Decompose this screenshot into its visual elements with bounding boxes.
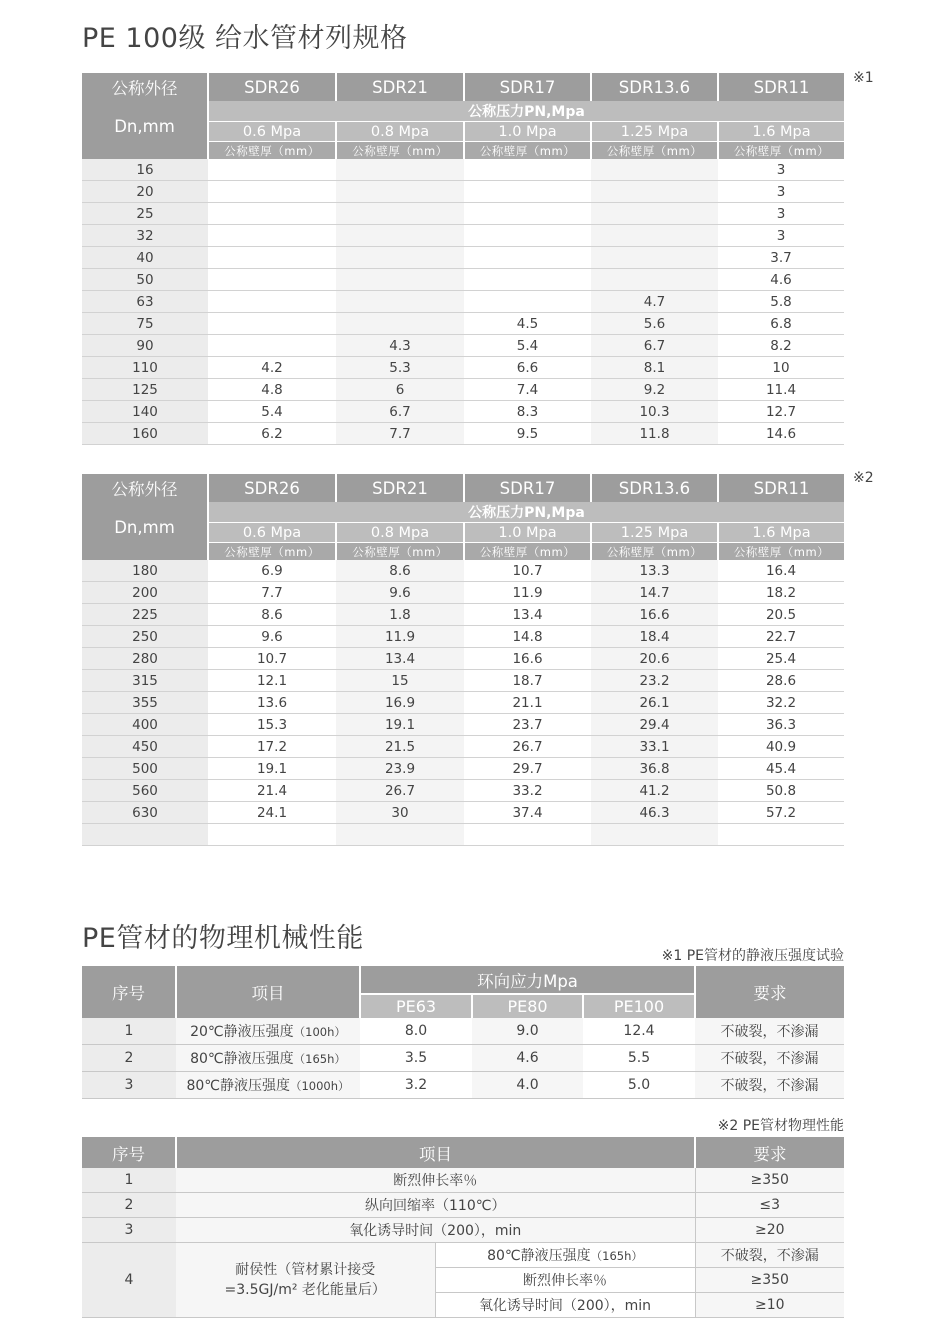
table-row (82, 1168, 844, 1193)
cell-wall-thickness: 18.2 (718, 582, 844, 604)
header-mpa: 0.6 Mpa (208, 122, 336, 142)
cell-dn: 560 (82, 780, 208, 802)
cell-wall-thickness (208, 824, 336, 846)
table-row (82, 269, 844, 291)
cell-wall-thickness: 7.4 (464, 379, 591, 401)
cell-wall-thickness: 19.1 (336, 714, 464, 736)
table-row (82, 203, 844, 225)
cell-dn: 280 (82, 648, 208, 670)
table-row (82, 1243, 844, 1268)
cell-wall-thickness: 6.9 (208, 560, 336, 582)
cell-wall-thickness: 6 (336, 379, 464, 401)
table-row (82, 1018, 844, 1045)
cell-wall-thickness: 41.2 (591, 780, 718, 802)
cell-pe100: 5.5 (583, 1045, 695, 1072)
cell-wall-thickness: 6.7 (336, 401, 464, 423)
page-title-properties: PE管材的物理机械性能 (82, 923, 364, 954)
cell-dn: 315 (82, 670, 208, 692)
cell-dn: 250 (82, 626, 208, 648)
cell-wall-thickness: 8.3 (464, 401, 591, 423)
row-item: 氧化诱导时间（200），min (176, 1218, 695, 1243)
cell-wall-thickness: 18.7 (464, 670, 591, 692)
table-row (82, 159, 844, 181)
cell-wall-thickness: 15.3 (208, 714, 336, 736)
cell-wall-thickness: 5.6 (591, 313, 718, 335)
cell-wall-thickness: 10.7 (464, 560, 591, 582)
cell-wall-thickness: 3 (718, 159, 844, 181)
header-wall-thickness: 公称壁厚（mm） (336, 142, 464, 160)
cell-wall-thickness: 3.7 (718, 247, 844, 269)
cell-wall-thickness (336, 313, 464, 335)
cell-dn: 400 (82, 714, 208, 736)
cell-pe63: 3.2 (360, 1072, 472, 1099)
header-no: 序号 (82, 966, 176, 1018)
cell-wall-thickness: 7.7 (336, 423, 464, 445)
cell-dn: 50 (82, 269, 208, 291)
header-mpa: 1.0 Mpa (464, 523, 591, 543)
row-item (176, 1072, 360, 1099)
header-nominal-od: 公称外径 (82, 73, 208, 101)
cell-wall-thickness (208, 335, 336, 357)
header-sdr26: SDR26 (208, 474, 336, 502)
table-row (82, 1193, 844, 1218)
table-row (82, 1072, 844, 1099)
sub-item (435, 1243, 695, 1268)
cell-wall-thickness: 6.2 (208, 423, 336, 445)
cell-wall-thickness: 8.2 (718, 335, 844, 357)
cell-wall-thickness: 3 (718, 181, 844, 203)
cell-wall-thickness: 25.4 (718, 648, 844, 670)
cell-wall-thickness: 26.1 (591, 692, 718, 714)
cell-wall-thickness (464, 203, 591, 225)
row-no: 3 (82, 1072, 176, 1099)
cell-wall-thickness: 33.1 (591, 736, 718, 758)
header-dn-mm: Dn,mm (82, 101, 208, 159)
header-requirement: 要求 (695, 1137, 844, 1168)
cell-wall-thickness: 11.9 (464, 582, 591, 604)
cell-wall-thickness: 4.7 (591, 291, 718, 313)
cell-dn: 110 (82, 357, 208, 379)
header-pe100: PE100 (583, 994, 695, 1018)
cell-wall-thickness: 18.4 (591, 626, 718, 648)
cell-wall-thickness: 9.5 (464, 423, 591, 445)
row-item-weathering (176, 1243, 435, 1318)
cell-wall-thickness (591, 269, 718, 291)
cell-requirement: ≥350 (695, 1268, 844, 1293)
table-row (82, 780, 844, 802)
cell-pe63: 3.5 (360, 1045, 472, 1072)
header-pn-label: 公称压力PN,Mpa (208, 101, 844, 122)
cell-dn: 32 (82, 225, 208, 247)
cell-wall-thickness (336, 291, 464, 313)
header-sdr13-6: SDR13.6 (591, 474, 718, 502)
cell-wall-thickness: 14.6 (718, 423, 844, 445)
header-wall-thickness: 公称壁厚（mm） (591, 543, 718, 561)
table-row (82, 670, 844, 692)
cell-dn: 140 (82, 401, 208, 423)
cell-wall-thickness: 23.2 (591, 670, 718, 692)
header-sdr13-6: SDR13.6 (591, 73, 718, 101)
header-wall-thickness: 公称壁厚（mm） (718, 543, 844, 561)
cell-wall-thickness (591, 159, 718, 181)
table-row (82, 560, 844, 582)
cell-wall-thickness: 16.9 (336, 692, 464, 714)
cell-dn (82, 824, 208, 846)
cell-wall-thickness: 40.9 (718, 736, 844, 758)
table-row (82, 824, 844, 846)
cell-wall-thickness (464, 159, 591, 181)
table-row (82, 802, 844, 824)
header-mpa: 0.8 Mpa (336, 122, 464, 142)
table-row (82, 626, 844, 648)
cell-wall-thickness: 28.6 (718, 670, 844, 692)
cell-wall-thickness (336, 181, 464, 203)
cell-wall-thickness (464, 291, 591, 313)
cell-wall-thickness: 4.5 (464, 313, 591, 335)
note-hydrostatic: ※1 PE管材的静液压强度试验 (661, 948, 844, 964)
cell-dn: 355 (82, 692, 208, 714)
cell-wall-thickness (336, 225, 464, 247)
table-row (82, 313, 844, 335)
cell-wall-thickness: 22.7 (718, 626, 844, 648)
cell-pe80: 4.0 (472, 1072, 583, 1099)
cell-wall-thickness: 16.6 (464, 648, 591, 670)
cell-dn: 90 (82, 335, 208, 357)
cell-wall-thickness: 5.3 (336, 357, 464, 379)
cell-wall-thickness (208, 291, 336, 313)
spec-table-2 (82, 474, 844, 846)
table-row (82, 604, 844, 626)
table-row (82, 582, 844, 604)
cell-wall-thickness: 4.8 (208, 379, 336, 401)
cell-wall-thickness: 23.7 (464, 714, 591, 736)
item-label: 80℃静液压强度 (487, 1248, 591, 1264)
header-mpa: 1.6 Mpa (718, 523, 844, 543)
header-wall-thickness: 公称壁厚（mm） (591, 142, 718, 160)
row-item (176, 1045, 360, 1072)
cell-wall-thickness: 3 (718, 225, 844, 247)
note-physical: ※2 PE管材物理性能 (717, 1118, 844, 1134)
header-requirement: 要求 (695, 966, 844, 1018)
cell-wall-thickness: 12.1 (208, 670, 336, 692)
table1-mark: ※1 (853, 70, 874, 86)
cell-pe100: 5.0 (583, 1072, 695, 1099)
header-pn-label: 公称压力PN,Mpa (208, 502, 844, 523)
table-row (82, 692, 844, 714)
cell-wall-thickness (591, 824, 718, 846)
cell-requirement: ≥350 (695, 1168, 844, 1193)
cell-wall-thickness (336, 203, 464, 225)
cell-wall-thickness: 29.7 (464, 758, 591, 780)
item-duration: （165h） (293, 1052, 346, 1066)
cell-wall-thickness (336, 159, 464, 181)
cell-wall-thickness: 1.8 (336, 604, 464, 626)
cell-wall-thickness: 36.3 (718, 714, 844, 736)
cell-wall-thickness (208, 203, 336, 225)
cell-wall-thickness: 13.4 (464, 604, 591, 626)
cell-wall-thickness: 8.1 (591, 357, 718, 379)
header-dn-mm: Dn,mm (82, 502, 208, 560)
cell-wall-thickness: 33.2 (464, 780, 591, 802)
cell-requirement: 不破裂，不渗漏 (695, 1018, 844, 1045)
table2-mark: ※2 (853, 470, 874, 486)
cell-wall-thickness (591, 203, 718, 225)
cell-wall-thickness: 20.6 (591, 648, 718, 670)
cell-dn: 630 (82, 802, 208, 824)
cell-wall-thickness: 21.5 (336, 736, 464, 758)
cell-dn: 75 (82, 313, 208, 335)
cell-wall-thickness: 45.4 (718, 758, 844, 780)
cell-dn: 40 (82, 247, 208, 269)
header-sdr11: SDR11 (718, 73, 844, 101)
cell-dn: 180 (82, 560, 208, 582)
cell-requirement: 不破裂，不渗漏 (695, 1243, 844, 1268)
sub-item: 氧化诱导时间（200），min (435, 1293, 695, 1318)
cell-pe100: 12.4 (583, 1018, 695, 1045)
cell-wall-thickness: 6.8 (718, 313, 844, 335)
cell-wall-thickness: 6.6 (464, 357, 591, 379)
item-duration: （165h） (590, 1249, 643, 1263)
table-row (82, 401, 844, 423)
cell-wall-thickness (591, 247, 718, 269)
cell-dn: 200 (82, 582, 208, 604)
cell-wall-thickness: 15 (336, 670, 464, 692)
cell-wall-thickness: 50.8 (718, 780, 844, 802)
cell-wall-thickness: 9.6 (336, 582, 464, 604)
cell-wall-thickness (464, 225, 591, 247)
table-row (82, 225, 844, 247)
header-wall-thickness: 公称壁厚（mm） (718, 142, 844, 160)
item-label: 20℃静液压强度 (190, 1024, 294, 1040)
row-no: 1 (82, 1168, 176, 1193)
cell-dn: 225 (82, 604, 208, 626)
cell-wall-thickness: 11.8 (591, 423, 718, 445)
row-item (176, 1018, 360, 1045)
row-no: 2 (82, 1193, 176, 1218)
table-row (82, 379, 844, 401)
cell-wall-thickness (336, 824, 464, 846)
cell-wall-thickness: 37.4 (464, 802, 591, 824)
table-row (82, 758, 844, 780)
cell-requirement: 不破裂，不渗漏 (695, 1072, 844, 1099)
cell-wall-thickness: 29.4 (591, 714, 718, 736)
sub-item: 断烈伸长率％ (435, 1268, 695, 1293)
cell-wall-thickness: 20.5 (718, 604, 844, 626)
cell-dn: 16 (82, 159, 208, 181)
item-duration: （1000h） (289, 1079, 350, 1093)
cell-wall-thickness: 9.6 (208, 626, 336, 648)
cell-dn: 160 (82, 423, 208, 445)
cell-wall-thickness: 11.4 (718, 379, 844, 401)
weathering-line2: =3.5GJ/m² 老化能量后） (224, 1282, 386, 1298)
cell-dn: 25 (82, 203, 208, 225)
cell-wall-thickness: 9.2 (591, 379, 718, 401)
cell-wall-thickness: 10 (718, 357, 844, 379)
cell-wall-thickness: 26.7 (464, 736, 591, 758)
cell-wall-thickness: 32.2 (718, 692, 844, 714)
cell-wall-thickness (208, 181, 336, 203)
physical-table (82, 1137, 844, 1318)
cell-wall-thickness: 13.4 (336, 648, 464, 670)
cell-wall-thickness: 17.2 (208, 736, 336, 758)
header-no: 序号 (82, 1137, 176, 1168)
cell-requirement: ≥20 (695, 1218, 844, 1243)
header-wall-thickness: 公称壁厚（mm） (464, 543, 591, 561)
cell-wall-thickness: 4.6 (718, 269, 844, 291)
cell-wall-thickness: 19.1 (208, 758, 336, 780)
header-mpa: 0.8 Mpa (336, 523, 464, 543)
row-item: 纵向回缩率（110℃） (176, 1193, 695, 1218)
table-row (82, 335, 844, 357)
cell-dn: 63 (82, 291, 208, 313)
cell-wall-thickness: 6.7 (591, 335, 718, 357)
cell-requirement: ≥10 (695, 1293, 844, 1318)
cell-wall-thickness: 10.7 (208, 648, 336, 670)
cell-wall-thickness: 21.1 (464, 692, 591, 714)
cell-wall-thickness: 4.2 (208, 357, 336, 379)
table-row (82, 1045, 844, 1072)
page-title-spec: PE 100级 给水管材列规格 (82, 23, 408, 54)
weathering-line1: 耐侯性（管材累计接受 (235, 1262, 376, 1278)
table-row (82, 714, 844, 736)
cell-wall-thickness: 21.4 (208, 780, 336, 802)
header-item: 项目 (176, 1137, 695, 1168)
header-sdr17: SDR17 (464, 73, 591, 101)
cell-dn: 20 (82, 181, 208, 203)
header-pe80: PE80 (472, 994, 583, 1018)
cell-wall-thickness (718, 824, 844, 846)
row-no: 4 (82, 1243, 176, 1318)
cell-wall-thickness: 12.7 (718, 401, 844, 423)
header-mpa: 0.6 Mpa (208, 523, 336, 543)
cell-wall-thickness (464, 824, 591, 846)
cell-wall-thickness: 13.6 (208, 692, 336, 714)
cell-wall-thickness: 14.8 (464, 626, 591, 648)
cell-requirement: ≤3 (695, 1193, 844, 1218)
row-no: 1 (82, 1018, 176, 1045)
cell-wall-thickness (208, 313, 336, 335)
cell-wall-thickness (208, 247, 336, 269)
cell-wall-thickness: 14.7 (591, 582, 718, 604)
cell-requirement: 不破裂，不渗漏 (695, 1045, 844, 1072)
cell-wall-thickness: 13.3 (591, 560, 718, 582)
item-duration: （100h） (293, 1025, 346, 1039)
header-pe63: PE63 (360, 994, 472, 1018)
cell-dn: 125 (82, 379, 208, 401)
header-wall-thickness: 公称壁厚（mm） (336, 543, 464, 561)
header-mpa: 1.0 Mpa (464, 122, 591, 142)
cell-wall-thickness: 16.4 (718, 560, 844, 582)
cell-wall-thickness: 7.7 (208, 582, 336, 604)
header-sdr26: SDR26 (208, 73, 336, 101)
cell-wall-thickness: 5.4 (208, 401, 336, 423)
header-mpa: 1.25 Mpa (591, 122, 718, 142)
cell-wall-thickness: 36.8 (591, 758, 718, 780)
row-no: 3 (82, 1218, 176, 1243)
cell-wall-thickness: 8.6 (208, 604, 336, 626)
cell-wall-thickness (464, 181, 591, 203)
cell-wall-thickness: 26.7 (336, 780, 464, 802)
cell-wall-thickness: 5.8 (718, 291, 844, 313)
cell-wall-thickness: 4.3 (336, 335, 464, 357)
cell-wall-thickness: 11.9 (336, 626, 464, 648)
cell-dn: 500 (82, 758, 208, 780)
row-no: 2 (82, 1045, 176, 1072)
cell-wall-thickness: 46.3 (591, 802, 718, 824)
header-nominal-od: 公称外径 (82, 474, 208, 502)
cell-wall-thickness (336, 247, 464, 269)
cell-dn: 450 (82, 736, 208, 758)
header-wall-thickness: 公称壁厚（mm） (208, 543, 336, 561)
header-sdr21: SDR21 (336, 73, 464, 101)
cell-wall-thickness: 3 (718, 203, 844, 225)
cell-wall-thickness: 24.1 (208, 802, 336, 824)
cell-wall-thickness: 5.4 (464, 335, 591, 357)
header-wall-thickness: 公称壁厚（mm） (464, 142, 591, 160)
spec-table-1 (82, 73, 844, 445)
table-row (82, 247, 844, 269)
header-hoop-stress: 环向应力Mpa (360, 966, 695, 994)
cell-wall-thickness: 30 (336, 802, 464, 824)
cell-pe63: 8.0 (360, 1018, 472, 1045)
cell-wall-thickness (336, 269, 464, 291)
table-row (82, 648, 844, 670)
header-mpa: 1.6 Mpa (718, 122, 844, 142)
row-item: 断烈伸长率％ (176, 1168, 695, 1193)
cell-pe80: 9.0 (472, 1018, 583, 1045)
table-row (82, 357, 844, 379)
cell-wall-thickness (591, 181, 718, 203)
header-sdr11: SDR11 (718, 474, 844, 502)
table-row (82, 423, 844, 445)
header-wall-thickness: 公称壁厚（mm） (208, 142, 336, 160)
cell-wall-thickness: 23.9 (336, 758, 464, 780)
cell-wall-thickness (464, 247, 591, 269)
cell-wall-thickness: 8.6 (336, 560, 464, 582)
cell-wall-thickness (208, 159, 336, 181)
table-row (82, 291, 844, 313)
cell-wall-thickness: 10.3 (591, 401, 718, 423)
cell-pe80: 4.6 (472, 1045, 583, 1072)
item-label: 80℃静液压强度 (190, 1051, 294, 1067)
header-item: 项目 (176, 966, 360, 1018)
header-sdr21: SDR21 (336, 474, 464, 502)
cell-wall-thickness: 57.2 (718, 802, 844, 824)
table-row (82, 1218, 844, 1243)
cell-wall-thickness (208, 269, 336, 291)
header-mpa: 1.25 Mpa (591, 523, 718, 543)
header-sdr17: SDR17 (464, 474, 591, 502)
cell-wall-thickness (464, 269, 591, 291)
cell-wall-thickness: 16.6 (591, 604, 718, 626)
mechanical-table (82, 966, 844, 1099)
cell-wall-thickness (208, 225, 336, 247)
cell-wall-thickness (591, 225, 718, 247)
table-row (82, 736, 844, 758)
item-label: 80℃静液压强度 (186, 1078, 290, 1094)
table-row (82, 181, 844, 203)
